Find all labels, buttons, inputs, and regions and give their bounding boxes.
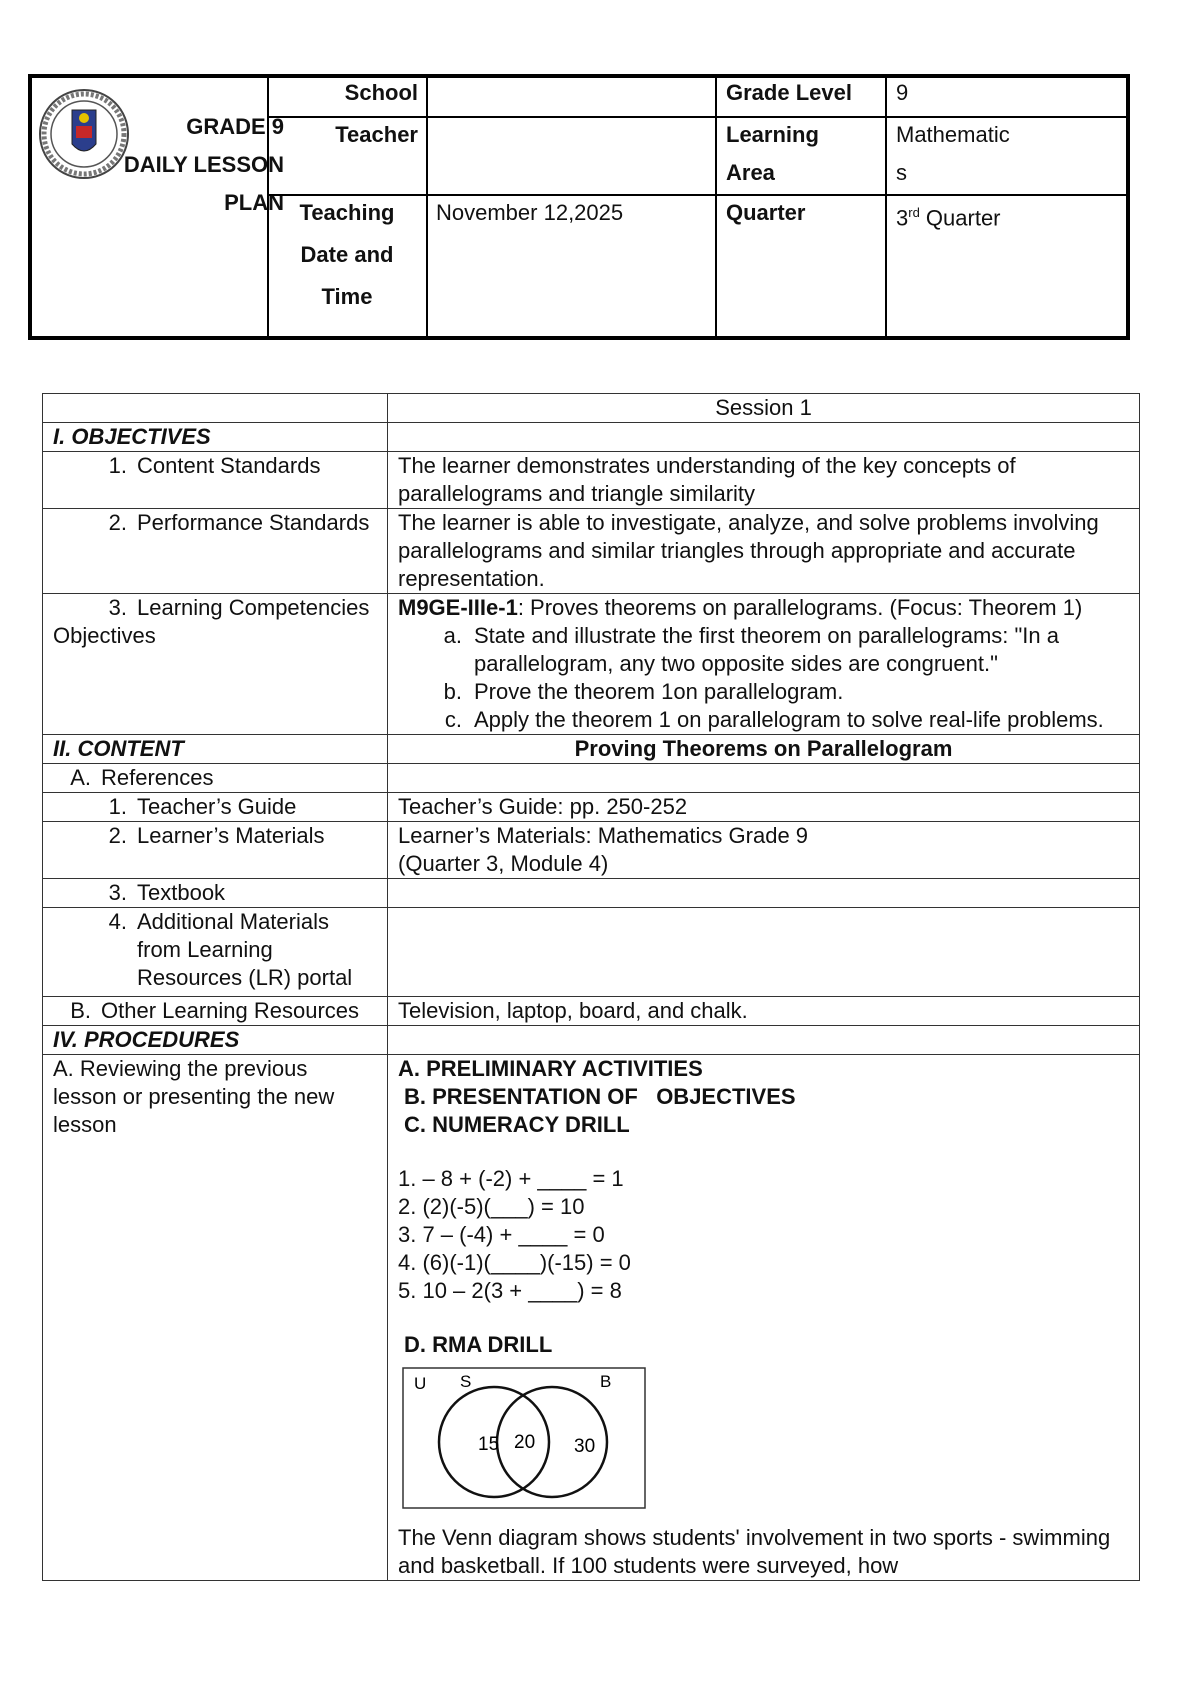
venn-both-value: 20: [514, 1432, 536, 1453]
item-text: State and illustrate the first theorem on parallelograms: "In a parallelogram, any two opposite sides are congruent.": [474, 623, 1059, 676]
learners-materials-text-label: Learner’s Materials: [137, 823, 325, 848]
drill-item: 5. 10 – 2(3 + ____) = 8: [398, 1278, 622, 1303]
item-letter: c.: [444, 707, 462, 732]
other-resources-letter: B.: [70, 998, 91, 1023]
quarter-suffix: rd: [908, 205, 920, 220]
dlp-title-line-3: PLAN: [224, 190, 284, 215]
learning-area-value-2[interactable]: s: [896, 160, 907, 185]
content-standards-num: 1.: [108, 453, 127, 478]
table-row: [43, 735, 1140, 764]
content-standards-text: The learner demonstrates understanding of the key concepts of parallelograms and triangle similarity: [388, 452, 1140, 509]
table-row: [43, 423, 1140, 452]
teachers-guide-num: 1.: [108, 794, 127, 819]
drill-item: 3. 7 – (-4) + ____ = 0: [398, 1222, 605, 1247]
venn-set-b-label: B: [600, 1372, 612, 1391]
quarter-number: 3: [896, 205, 909, 231]
teachers-guide-text: Teacher’s Guide: pp. 250-252: [388, 793, 1140, 822]
textbook-num: 3.: [108, 880, 127, 905]
list-item: [398, 706, 1129, 734]
empty-cell: [388, 764, 1140, 793]
table-row: [43, 594, 1140, 735]
venn-set-s-label: S: [460, 1372, 472, 1391]
empty-cell: [388, 1026, 1140, 1055]
item-letter: b.: [443, 679, 462, 704]
table-row: [43, 1026, 1140, 1055]
empty-cell: [43, 394, 388, 423]
school-label: School: [344, 80, 418, 105]
teaching-date-label-3: Time: [321, 284, 373, 309]
procedures-heading: IV. PROCEDURES: [43, 1026, 388, 1055]
textbook-text-label: Textbook: [137, 880, 226, 905]
learners-materials-text-2: (Quarter 3, Module 4): [398, 851, 609, 876]
session-label: Session 1: [388, 394, 1140, 423]
objectives-heading: I. OBJECTIVES: [43, 423, 388, 452]
teaching-date-value[interactable]: November 12,2025: [436, 200, 624, 225]
table-row: [43, 793, 1140, 822]
drill-item: 2. (2)(-5)(___) = 10: [398, 1194, 585, 1219]
item-letter: a.: [443, 623, 462, 648]
table-row: [43, 997, 1140, 1026]
table-row: [43, 908, 1140, 997]
references-text-label: References: [101, 765, 214, 790]
other-resources-text-label: Other Learning Resources: [101, 998, 360, 1023]
table-row: [43, 822, 1140, 879]
learning-area-label-2: Area: [726, 160, 775, 185]
venn-universe-label: U: [414, 1374, 427, 1393]
learning-competencies-text-label: Learning Competencies: [137, 595, 370, 620]
table-row: [43, 394, 1140, 423]
additional-materials-text: [388, 908, 1140, 997]
venn-only-s-value: 15: [478, 1434, 500, 1455]
venn-diagram: [402, 1367, 646, 1511]
header-table: [28, 74, 1130, 340]
numeracy-drill: C. NUMERACY DRILL: [404, 1112, 630, 1137]
learning-area-label-1: Learning: [726, 122, 819, 147]
learners-materials-num: 2.: [108, 823, 127, 848]
content-heading: II. CONTENT: [43, 735, 388, 764]
reviewing-label: A. Reviewing the previous lesson or presenting the new lesson: [43, 1055, 388, 1581]
dlp-title-line-2: DAILY LESSON: [123, 152, 284, 177]
performance-standards-num: 2.: [108, 510, 127, 535]
learners-materials-text-1: Learner’s Materials: Mathematics Grade 9: [398, 823, 809, 848]
textbook-label: [53, 879, 377, 907]
quarter-rest: Quarter: [919, 205, 1001, 231]
learning-competencies-label: [53, 594, 377, 622]
drill-item: 1. – 8 + (-2) + ____ = 1: [398, 1166, 624, 1191]
additional-materials-text-label: Additional Materials from Learning Resources (LR) portal: [137, 909, 353, 990]
learners-materials-label: [53, 822, 377, 850]
table-row: [43, 509, 1140, 594]
preliminary-activities: A. PRELIMINARY ACTIVITIES: [398, 1056, 703, 1081]
quarter-label: Quarter: [726, 200, 806, 225]
other-resources-text: Television, laptop, board, and chalk.: [388, 997, 1140, 1026]
content-standards-text-label: Content Standards: [137, 453, 321, 478]
table-row: [43, 879, 1140, 908]
dlp-title-line-1: GRADE 9: [186, 114, 284, 139]
venn-caption: The Venn diagram shows students' involvement in two sports - swimming and basketball. If 100 students were surveyed, how: [398, 1525, 1111, 1578]
drill-item: 4. (6)(-1)(____)(-15) = 0: [398, 1250, 631, 1275]
competency-text: : Proves theorems on parallelograms. (Focus: Theorem 1): [517, 595, 1083, 620]
learning-competencies-num: 3.: [108, 595, 127, 620]
performance-standards-text: The learner is able to investigate, analyze, and solve problems involving parallelograms and similar triangles through appropriate and accurate representation.: [388, 509, 1140, 594]
teaching-date-label-2: Date and: [300, 242, 394, 267]
references-label: [53, 764, 377, 792]
list-item: [398, 622, 1129, 678]
teaching-date-label-1: Teaching: [299, 200, 395, 225]
venn-only-b-value: 30: [574, 1436, 596, 1457]
list-item: [398, 678, 1129, 706]
teachers-guide-label: [53, 793, 377, 821]
additional-materials-label: [53, 908, 377, 992]
competency-code: M9GE-IIIe-1: [398, 595, 518, 620]
objectives-label: Objectives: [53, 623, 156, 648]
empty-cell: [388, 423, 1140, 452]
table-row: [43, 452, 1140, 509]
objectives-list: [398, 622, 1129, 734]
rma-drill: D. RMA DRILL: [404, 1332, 553, 1357]
performance-standards-label: [53, 509, 377, 537]
table-row: [43, 1055, 1140, 1581]
grade-level-value[interactable]: 9: [896, 80, 909, 105]
other-resources-label: [53, 997, 377, 1025]
content-title: Proving Theorems on Parallelogram: [388, 735, 1140, 764]
competency-statement: [398, 594, 1129, 622]
references-letter: A.: [70, 765, 91, 790]
textbook-text: [388, 879, 1140, 908]
content-standards-label: [53, 452, 377, 480]
grade-level-label: Grade Level: [726, 80, 852, 105]
additional-materials-num: 4.: [108, 909, 127, 934]
quarter-value[interactable]: [896, 192, 1001, 239]
item-text: Apply the theorem 1 on parallelogram to solve real-life problems.: [474, 707, 1104, 732]
teacher-label: Teacher: [335, 122, 418, 147]
table-row: [43, 764, 1140, 793]
learning-area-value-1[interactable]: Mathematic: [896, 122, 1010, 147]
performance-standards-text-label: Performance Standards: [137, 510, 370, 535]
presentation-of-objectives: B. PRESENTATION OF OBJECTIVES: [404, 1084, 796, 1109]
item-text: Prove the theorem 1on parallelogram.: [474, 679, 844, 704]
teachers-guide-text-label: Teacher’s Guide: [137, 794, 297, 819]
lesson-plan-table: [42, 393, 1140, 1581]
